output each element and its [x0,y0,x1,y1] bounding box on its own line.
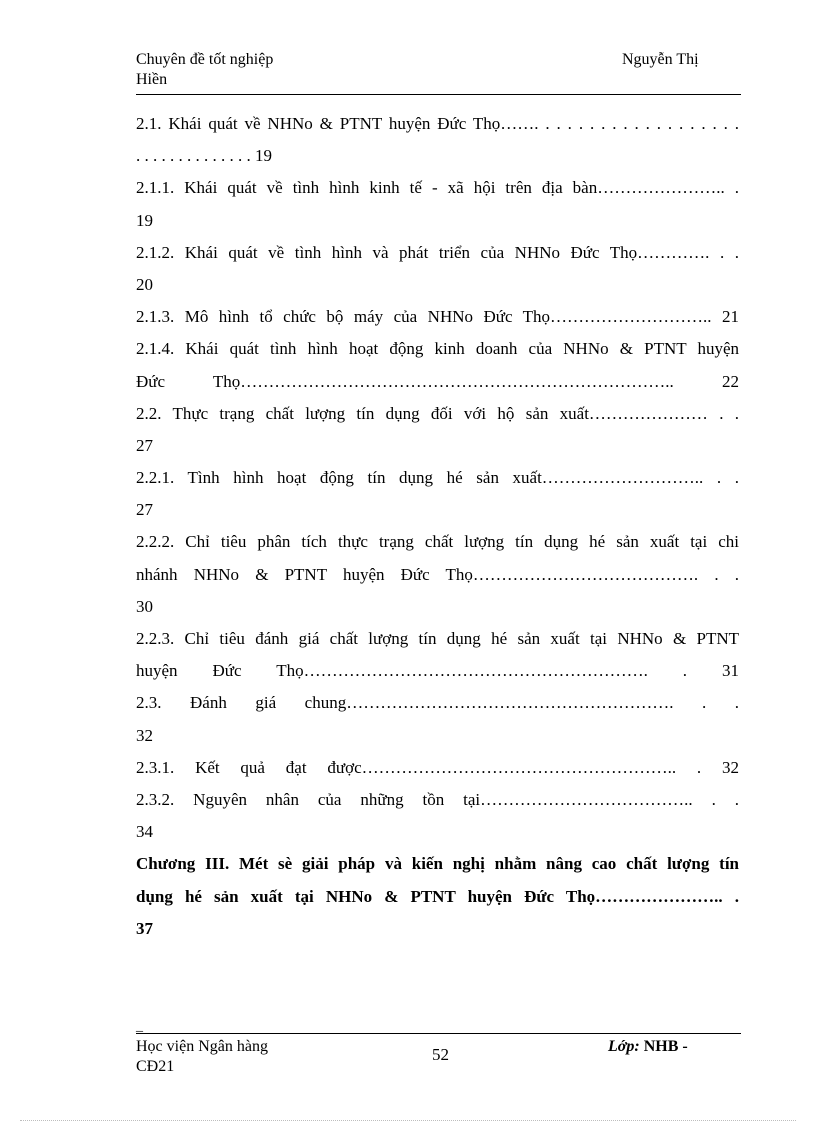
toc-chapter-line: dụng hé sản xuất tại NHNo & PTNT huyện Đức Thọ………………….. . [136,886,739,906]
footer-institution-wrap: CĐ21 [136,1058,175,1075]
toc-chapter-line: 37 [136,918,153,938]
header-author-wrap: Hiền [136,71,168,88]
toc-line: 2.3.1. Kết quả đạt được……………………………………………….. . 32 [136,757,739,777]
toc-line: 2.3. Đánh giá chung…………………………………………………. . . [136,693,739,713]
toc-line: 27 [136,500,153,520]
footer-class-value: NHB - [639,1038,688,1055]
toc-chapter-line: Chương III. Mét sè giải pháp và kiến nghị nhằm nâng cao chất lượng tín [136,854,739,874]
toc-line: 2.2.3. Chỉ tiêu đánh giá chất lượng tín dụng hé sản xuất tại NHNo & PTNT [136,629,739,648]
toc-line: 2.2.1. Tình hình hoạt động tín dụng hé sản xuất……………………….. . . [136,468,739,488]
toc-line: 2.1.2. Khái quát về tình hình và phát triển của NHNo Đức Thọ…………. . . [136,242,739,262]
toc-line: 2.1.1. Khái quát về tình hình kinh tế - xã hội trên địa bàn………………….. . [136,178,739,198]
header-title: Chuyên đề tốt nghiệp [136,51,274,68]
toc-line: 2.1.4. Khái quát tình hình hoạt động kinh doanh của NHNo & PTNT huyện [136,339,739,359]
toc-line: 34 [136,822,153,842]
toc-line: 32 [136,725,153,745]
page-number: 52 [432,1045,449,1064]
toc-line: 30 [136,596,153,616]
toc-line: 2.1. Khái quát về NHNo & PTNT huyện Đức Thọ……. . . . . . . . . . . . . . . . . . . [136,114,739,133]
toc-line: 27 [136,435,153,455]
toc-line: 19 [136,210,153,230]
page-header [136,50,741,95]
footer-dash: _ [136,1019,143,1034]
toc-line: nhánh NHNo & PTNT huyện Đức Thọ…………………………………. . . [136,564,739,584]
toc-line: 2.1.3. Mô hình tổ chức bộ máy của NHNo Đức Thọ……………………….. 21 [136,307,739,327]
toc-line: 2.2. Thực trạng chất lượng tín dụng đối với hộ sản xuất………………… . . [136,403,739,423]
toc-line: . . . . . . . . . . . . . . 19 [136,146,272,166]
footer-class-label: Lớp: [608,1038,640,1055]
toc-line: 2.3.2. Nguyên nhân của những tồn tại……………………………….. . . [136,789,739,809]
toc-line: 20 [136,274,153,294]
footer-class [608,1037,688,1057]
toc-line: 2.2.2. Chỉ tiêu phân tích thực trạng chất lượng tín dụng hé sản xuất tại chi [136,532,739,552]
header-author: Nguyễn Thị [622,51,699,68]
footer-divider [136,1033,741,1034]
table-of-contents [136,108,739,945]
footer-institution: Học viện Ngân hàng [136,1038,268,1055]
page-edge [20,1120,796,1121]
toc-line: Đức Thọ………………………………………………………………….. 22 [136,371,739,391]
toc-line: huyện Đức Thọ……………………………………………………. . 31 [136,661,739,681]
